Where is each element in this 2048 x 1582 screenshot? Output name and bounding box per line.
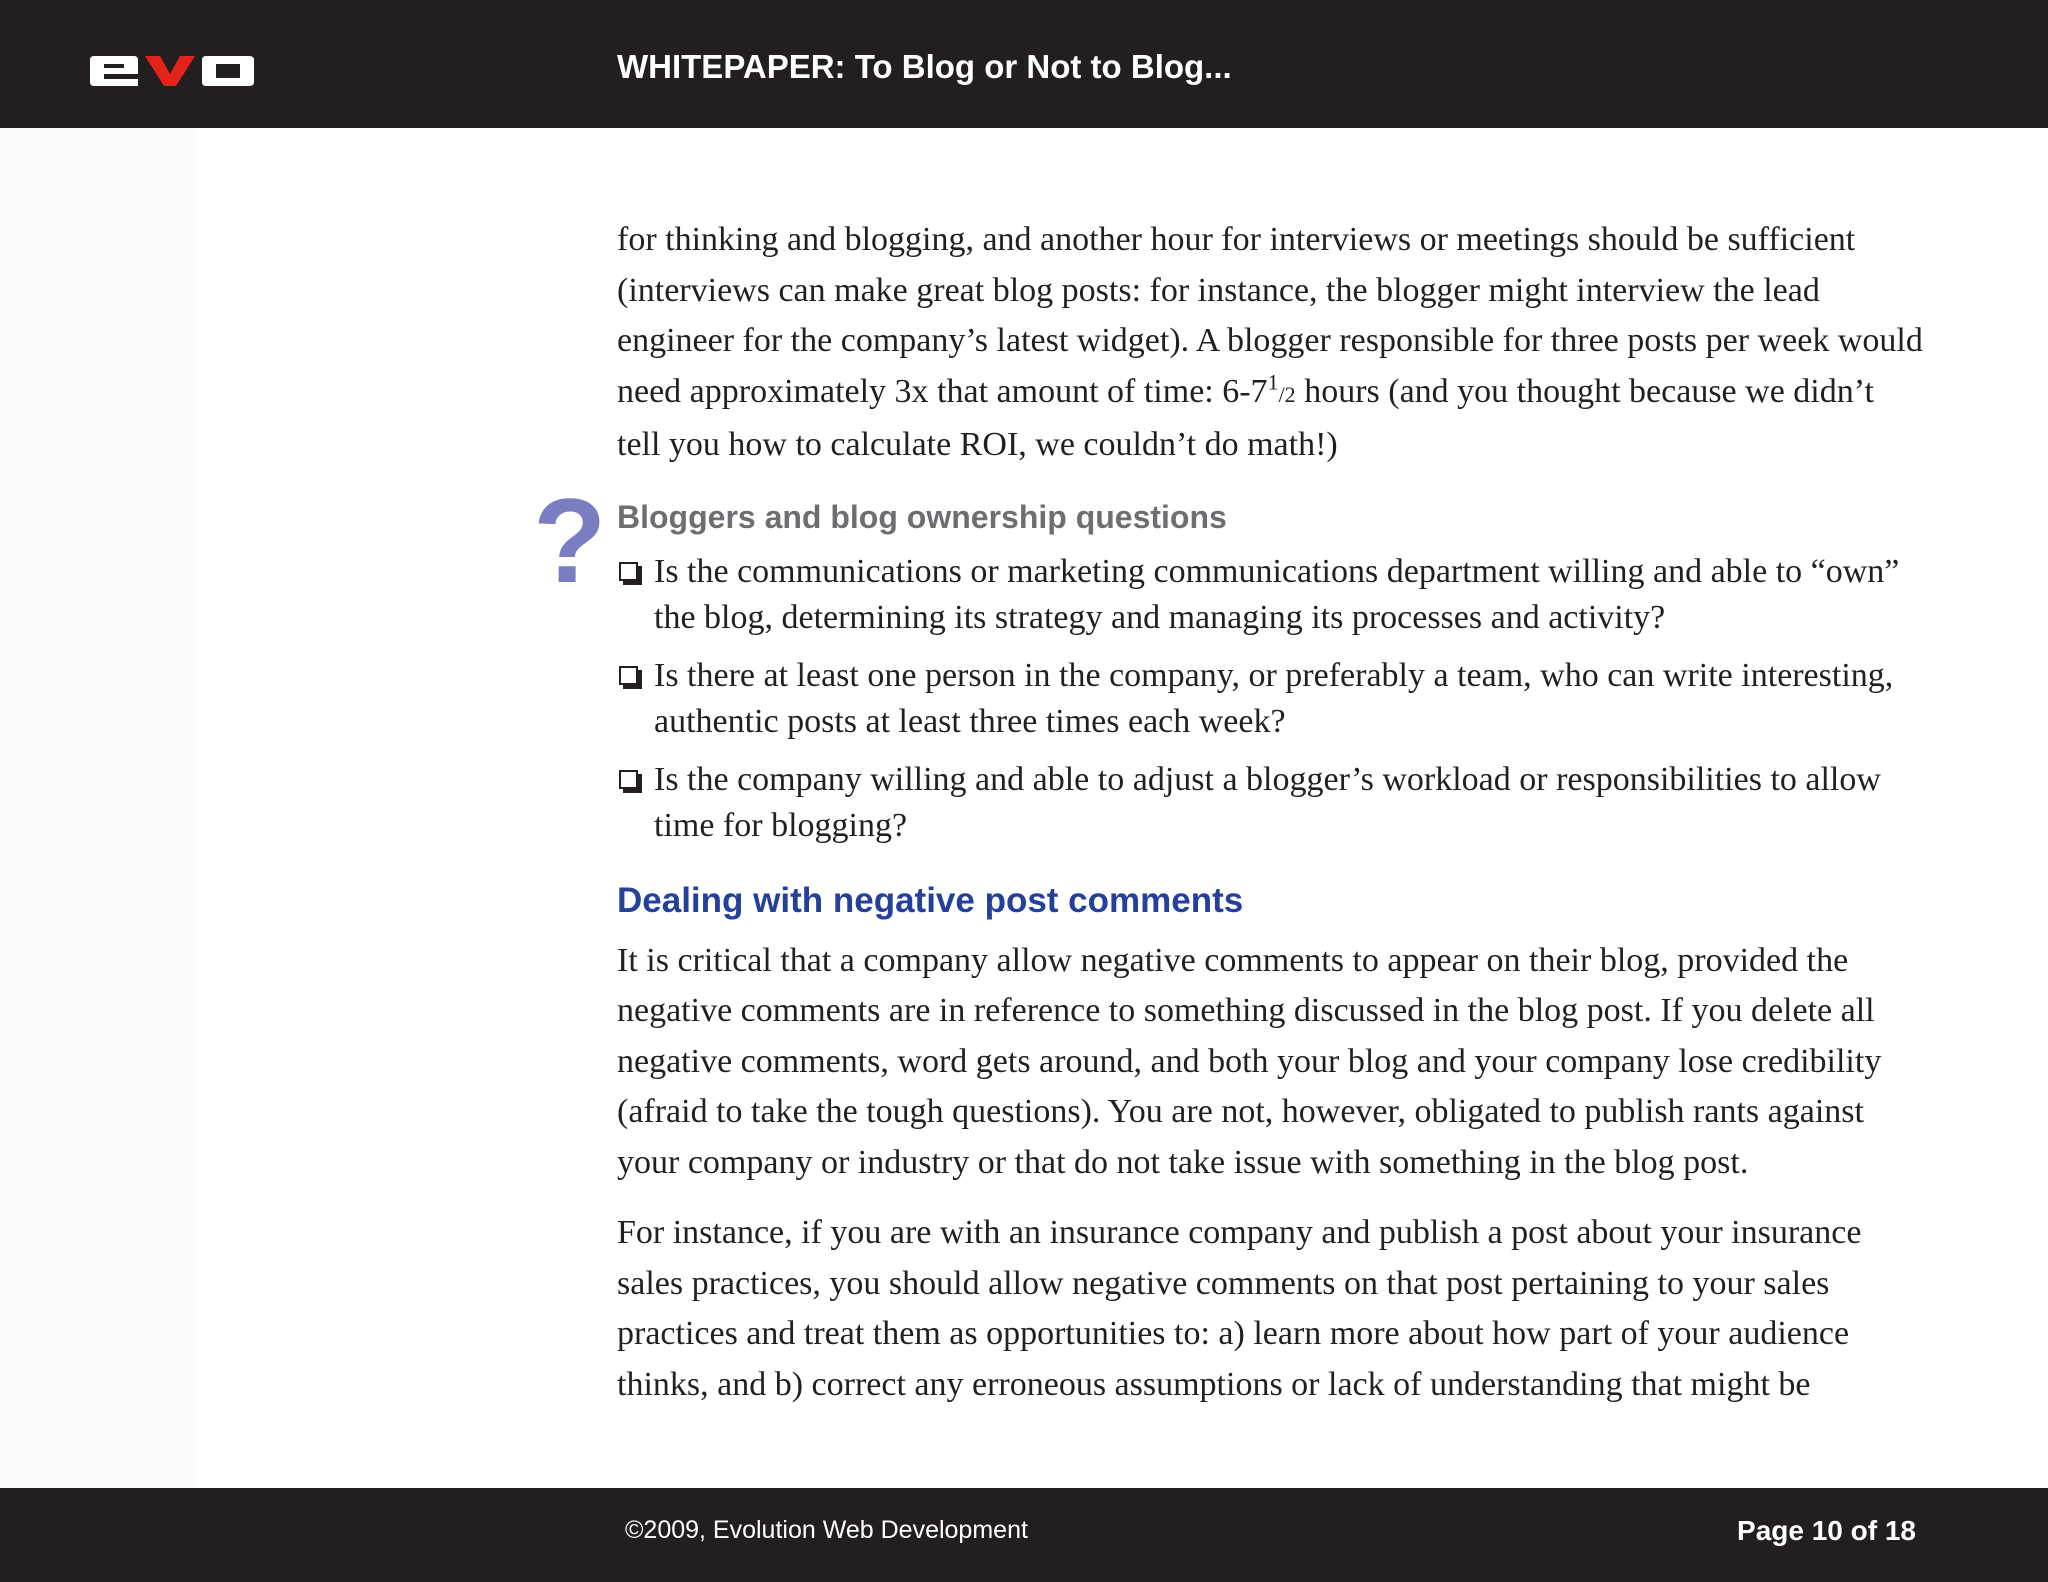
text-line: practices and treat them as opportunities to: a) learn more about how part of your audience xyxy=(617,1315,1850,1352)
text-line: for thinking and blogging, and another hour for interviews or meetings should be sufficient xyxy=(617,221,1856,258)
text-line: hours (and you thought because we didn’t xyxy=(1295,372,1874,410)
text-line: your company or industry or that do not take issue with something in the blog post. xyxy=(617,1143,1749,1181)
item-line: time for blogging? xyxy=(654,807,908,844)
copyright-text: ©2009, Evolution Web Development xyxy=(625,1516,1028,1544)
checklist-item xyxy=(617,653,1947,746)
item-line: the blog, determining its strategy and managing its processes and activity? xyxy=(654,599,1666,636)
left-margin xyxy=(0,128,195,1488)
checkbox-icon xyxy=(619,666,638,685)
page-header xyxy=(0,0,2048,128)
text-line: sales practices, you should allow negative comments on that post pertaining to your sales xyxy=(617,1264,1830,1302)
checklist-item xyxy=(617,757,1947,850)
checkbox-icon xyxy=(619,770,638,789)
text-line: For instance, if you are with an insurance company and publish a post about your insurance xyxy=(617,1214,1862,1251)
text-line: thinks, and b) correct any erroneous assumptions or lack of understanding that might be xyxy=(617,1365,1811,1403)
page-content xyxy=(617,215,1947,1410)
text-line: tell you how to calculate ROI, we couldn’t do math!) xyxy=(617,426,1338,463)
text-line: engineer for the company’s latest widget). A blogger responsible for three posts per week would xyxy=(617,322,1923,359)
checkbox-icon xyxy=(619,562,638,581)
fraction-denominator: /2 xyxy=(1278,381,1296,407)
text-line: negative comments, word gets around, and both your blog and your company lose credibility xyxy=(617,1042,1882,1080)
item-line: authentic posts at least three times each week? xyxy=(654,703,1286,740)
evo-logo xyxy=(90,52,254,90)
item-line: Is the company willing and able to adjust a blogger’s workload or responsibilities to allow xyxy=(654,760,1881,798)
page-footer xyxy=(0,1488,2048,1582)
text-line: need approximately 3x that amount of time: 6-7 xyxy=(617,372,1268,410)
body-paragraph xyxy=(617,1208,1947,1410)
question-checklist xyxy=(617,549,1947,850)
intro-paragraph xyxy=(617,215,1947,471)
item-line: Is the communications or marketing communications department willing and able to “own” xyxy=(654,552,1900,590)
body-paragraph xyxy=(617,936,1947,1189)
item-line: Is there at least one person in the company, or preferably a team, who can write interesting, xyxy=(654,656,1894,694)
fraction-numerator: 1 xyxy=(1267,369,1279,395)
text-line: negative comments are in reference to something discussed in the blog post. If you delete all xyxy=(617,992,1875,1029)
questions-heading: Bloggers and blog ownership questions xyxy=(617,498,1227,535)
text-line: It is critical that a company allow negative comments to appear on their blog, provided the xyxy=(617,941,1849,979)
question-mark-icon: ? xyxy=(533,474,607,608)
section-heading: Dealing with negative post comments xyxy=(617,880,1244,920)
text-line: (afraid to take the tough questions). You are not, however, obligated to publish rants against xyxy=(617,1093,1864,1130)
page-number: Page 10 of 18 xyxy=(1737,1515,1916,1546)
document-title: WHITEPAPER: To Blog or Not to Blog... xyxy=(617,48,1232,85)
text-line: (interviews can make great blog posts: for instance, the blogger might interview the lead xyxy=(617,271,1820,309)
checklist-item xyxy=(617,549,1947,642)
